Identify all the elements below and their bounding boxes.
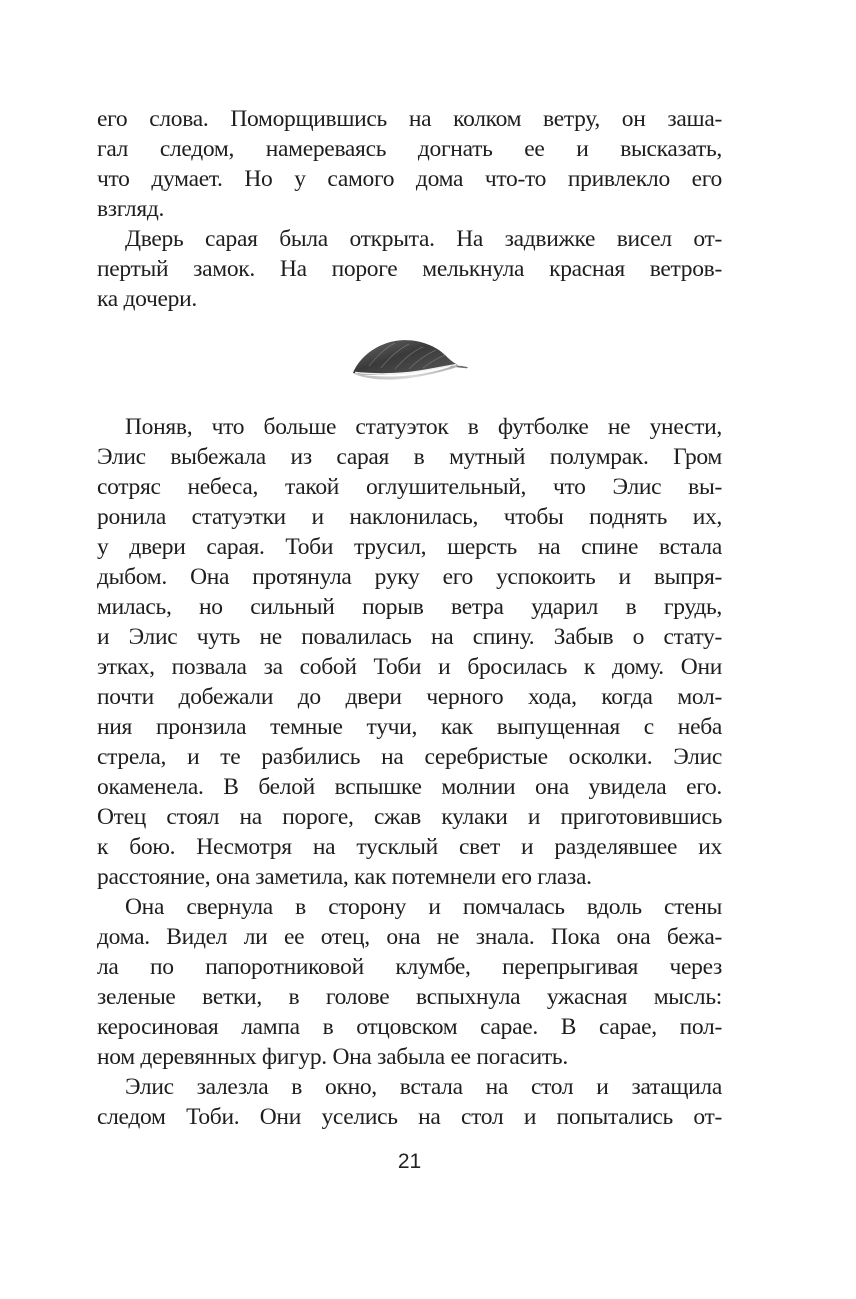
paragraph [97, 412, 722, 892]
text-line: зеленые ветки, в голове вспыхнула ужасная мысль: [97, 984, 722, 1010]
text-line: ка дочери. [97, 286, 197, 312]
text-line: ния пронзила темные тучи, как выпущенная с неба [97, 714, 722, 740]
text-line: Элис выбежала из сарая в мутный полумрак. Гром [97, 444, 722, 470]
text-line: керосиновая лампа в отцовском сарае. В сарае, пол- [97, 1014, 722, 1040]
paragraph [97, 224, 722, 314]
text-line: милась, но сильный порыв ветра ударил в грудь, [97, 594, 722, 620]
paragraph [97, 104, 722, 224]
text-line: гал следом, намереваясь догнать ее и высказать, [97, 136, 722, 162]
text-line: дома. Видел ли ее отец, она не знала. Пока она бежа- [97, 924, 722, 950]
text-line: дыбом. Она протянула руку его успокоить и выпря- [97, 564, 722, 590]
text-line: Элис залезла в окно, встала на стол и затащила [125, 1074, 722, 1100]
text-line: почти добежали до двери черного хода, когда мол- [97, 684, 722, 710]
text-line: Она свернула в сторону и помчалась вдоль стены [125, 894, 722, 920]
text-line: взгляд. [97, 196, 165, 222]
text-line: к бою. Несмотря на тусклый свет и разделявшее их [97, 834, 722, 860]
text-line: его слова. Поморщившись на колком ветру, он заша- [97, 106, 722, 132]
paragraph [97, 1072, 722, 1132]
text-line: стрела, и те разбились на серебристые осколки. Элис [97, 744, 722, 770]
text-line: что думает. Но у самого дома что-то привлекло его [97, 166, 722, 192]
text-line: ронила статуэтки и наклонилась, чтобы поднять их, [97, 504, 722, 530]
text-line: окаменела. В белой вспышке молнии она увидела его. [97, 774, 722, 800]
section-break-ornament [349, 338, 471, 388]
text-line: следом Тоби. Они уселись на стол и попытались от- [97, 1104, 722, 1130]
text-line: и Элис чуть не повалилась на спину. Забыв о стату- [97, 624, 722, 650]
text-line: сотряс небеса, такой оглушительный, что Элис вы- [97, 474, 722, 500]
text-line: расстояние, она заметила, как потемнели его глаза. [97, 864, 592, 890]
text-line: ла по папоротниковой клумбе, перепрыгивая через [97, 954, 722, 980]
page-number: 21 [397, 1150, 422, 1173]
text-line: у двери сарая. Тоби трусил, шерсть на спине встала [97, 534, 722, 560]
text-line: Дверь сарая была открыта. На задвижке висел от- [125, 226, 722, 252]
text-line: пертый замок. На пороге мелькнула красная ветров- [97, 256, 722, 282]
text-line: Поняв, что больше статуэток в футболке не унести, [125, 414, 722, 440]
text-line: ном деревянных фигур. Она забыла ее погасить. [97, 1044, 568, 1070]
text-block [97, 104, 722, 1132]
text-line: этках, позвала за собой Тоби и бросилась к дому. Они [97, 654, 722, 680]
text-line: Отец стоял на пороге, сжав кулаки и приготовившись [97, 804, 722, 830]
paragraph [97, 892, 722, 1072]
feather-icon [349, 336, 471, 390]
